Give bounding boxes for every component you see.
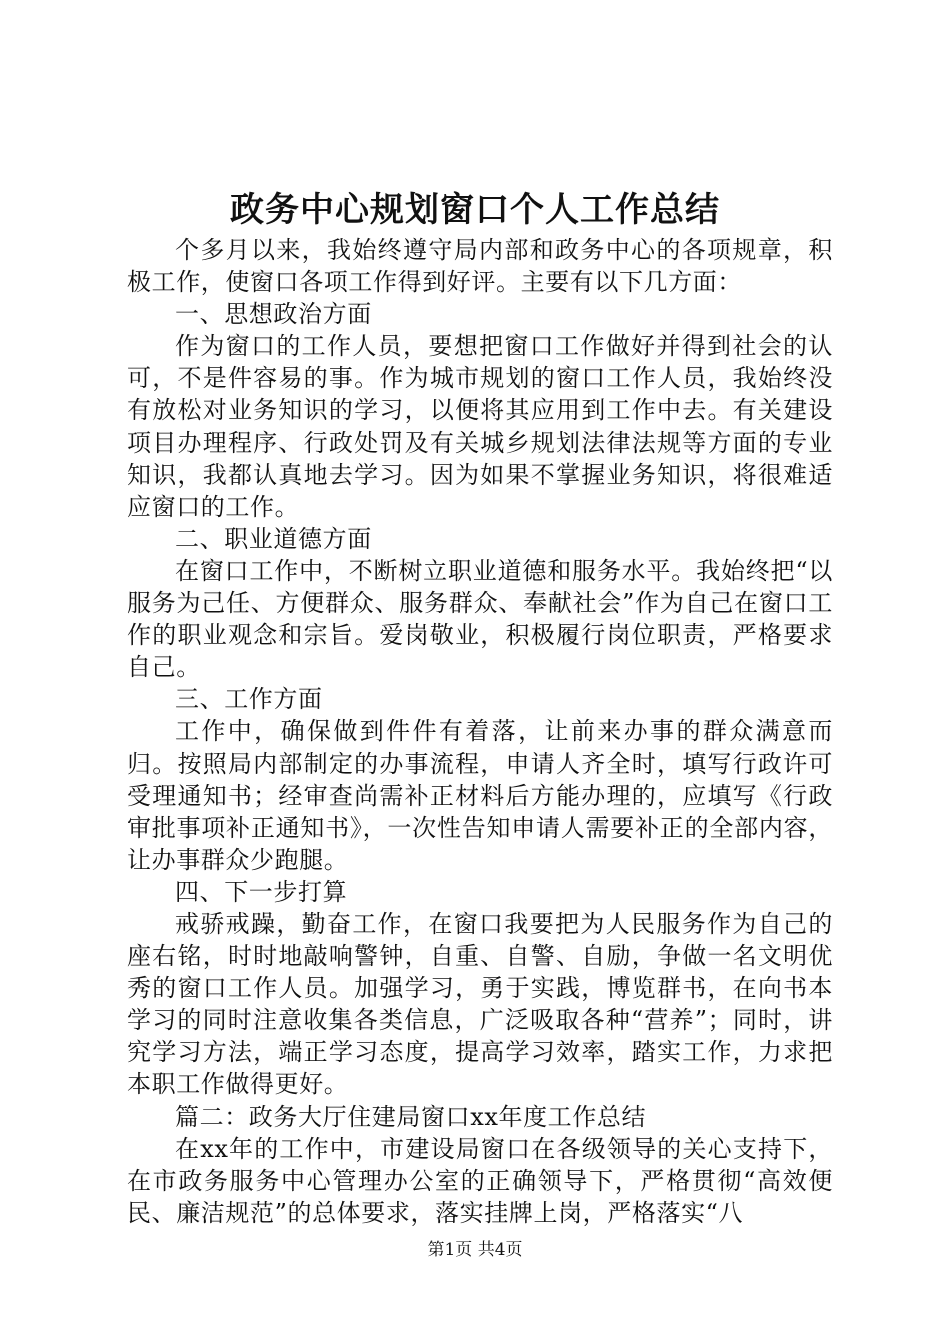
document-title: 政务中心规划窗口个人工作总结 [230,190,720,230]
section-heading-politics: 一、思想政治方面 [175,300,372,329]
politics-paragraph: 作为窗口的工作人员，要想把窗口工作做好并得到社会的认可，不是件容易的事。作为城市规划的窗口工作人员，我始终没有放松对业务知识的学习，以便将其应用到工作中去。有关建设项目办理程序、行政处罚及有关城乡规划法律法规等方面的专业知识，我都认真地去学习。因为如果不掌握业务知识，将很难适应窗口的工作。 [127,332,833,521]
section-heading-ethics: 二、职业道德方面 [175,524,372,553]
section-heading-plan: 四、下一步打算 [175,877,348,906]
intro-paragraph: 个多月以来，我始终遵守局内部和政务中心的各项规章，积极工作，使窗口各项工作得到好评。主要有以下几方面： [127,236,833,297]
section-heading-work: 三、工作方面 [175,685,323,714]
chapter-two-paragraph: 在xx年的工作中，市建设局窗口在各级领导的关心支持下，在市政务服务中心管理办公室的正确领导下，严格贯彻“高效便民、廉洁规范”的总体要求，落实挂牌上岗，严格落实“八 [127,1134,833,1227]
chapter-two-heading: 篇二：政务大厅住建局窗口xx年度工作总结 [175,1102,647,1131]
work-paragraph: 工作中，确保做到件件有着落，让前来办事的群众满意而归。按照局内部制定的办事流程，申请人齐全时，填写行政许可受理通知书；经审查尚需补正材料后方能办理的，应填写《行政审批事项补正通知书》，一次性告知申请人需要补正的全部内容，让办事群众少跑腿。 [127,717,833,874]
page-number-footer: 第1页 共4页 [427,1240,523,1260]
document-body [127,234,833,1229]
ethics-paragraph: 在窗口工作中，不断树立职业道德和服务水平。我始终把“以服务为己任、方便群众、服务群众、奉献社会”作为自己在窗口工作的职业观念和宗旨。爱岗敬业，积极履行岗位职责，严格要求自己。 [127,556,833,682]
plan-paragraph: 戒骄戒躁，勤奋工作，在窗口我要把为人民服务作为自己的座右铭，时时地敲响警钟，自重、自警、自励，争做一名文明优秀的窗口工作人员。加强学习，勇于实践，博览群书，在向书本学习的同时注意收集各类信息，广泛吸取各种“营养”；同时，讲究学习方法，端正学习态度，提高学习效率，踏实工作，力求把本职工作做得更好。 [127,909,833,1099]
